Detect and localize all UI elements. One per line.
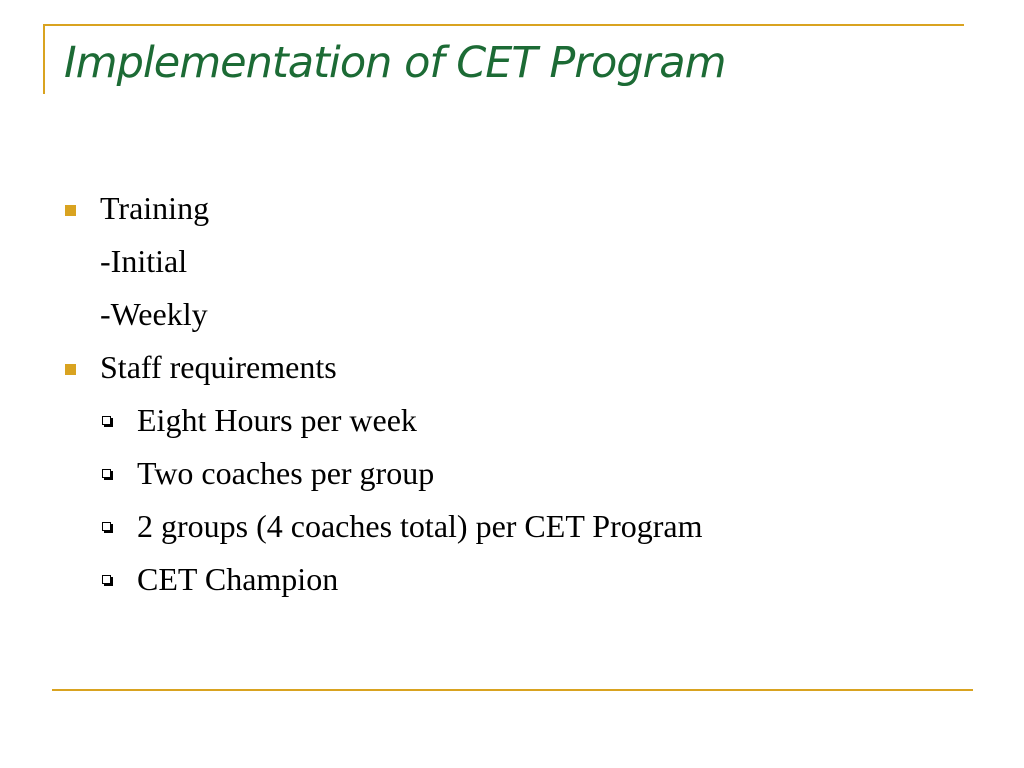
sub-item-two-coaches bbox=[60, 447, 980, 500]
title-frame-left-rule bbox=[43, 24, 45, 94]
hollow-square-bullet-icon bbox=[102, 469, 111, 478]
sub-item-eight-hours bbox=[60, 394, 980, 447]
square-bullet-icon bbox=[65, 364, 76, 375]
sub-item-text: Eight Hours per week bbox=[137, 402, 417, 438]
sub-item-text: 2 groups (4 coaches total) per CET Program bbox=[137, 508, 703, 544]
continuation-line-weekly bbox=[60, 288, 980, 341]
bullet-item-training bbox=[60, 182, 980, 235]
bullet-label: Training bbox=[100, 190, 210, 226]
sub-item-text: CET Champion bbox=[137, 561, 339, 597]
bullet-label: Staff requirements bbox=[100, 349, 337, 385]
slide-title: Implementation of CET Program bbox=[64, 38, 726, 88]
continuation-line-initial bbox=[60, 235, 980, 288]
continuation-text: -Weekly bbox=[100, 296, 208, 332]
sub-item-two-groups bbox=[60, 500, 980, 553]
sub-item-text: Two coaches per group bbox=[137, 455, 435, 491]
hollow-square-bullet-icon bbox=[102, 575, 111, 584]
hollow-square-bullet-icon bbox=[102, 416, 111, 425]
continuation-text: -Initial bbox=[100, 243, 188, 279]
bullet-item-staff-requirements bbox=[60, 341, 980, 394]
sub-item-cet-champion bbox=[60, 553, 980, 606]
title-frame-top-rule bbox=[43, 24, 964, 26]
hollow-square-bullet-icon bbox=[102, 522, 111, 531]
square-bullet-icon bbox=[65, 205, 76, 216]
footer-rule bbox=[52, 689, 973, 691]
slide-content bbox=[60, 182, 980, 606]
